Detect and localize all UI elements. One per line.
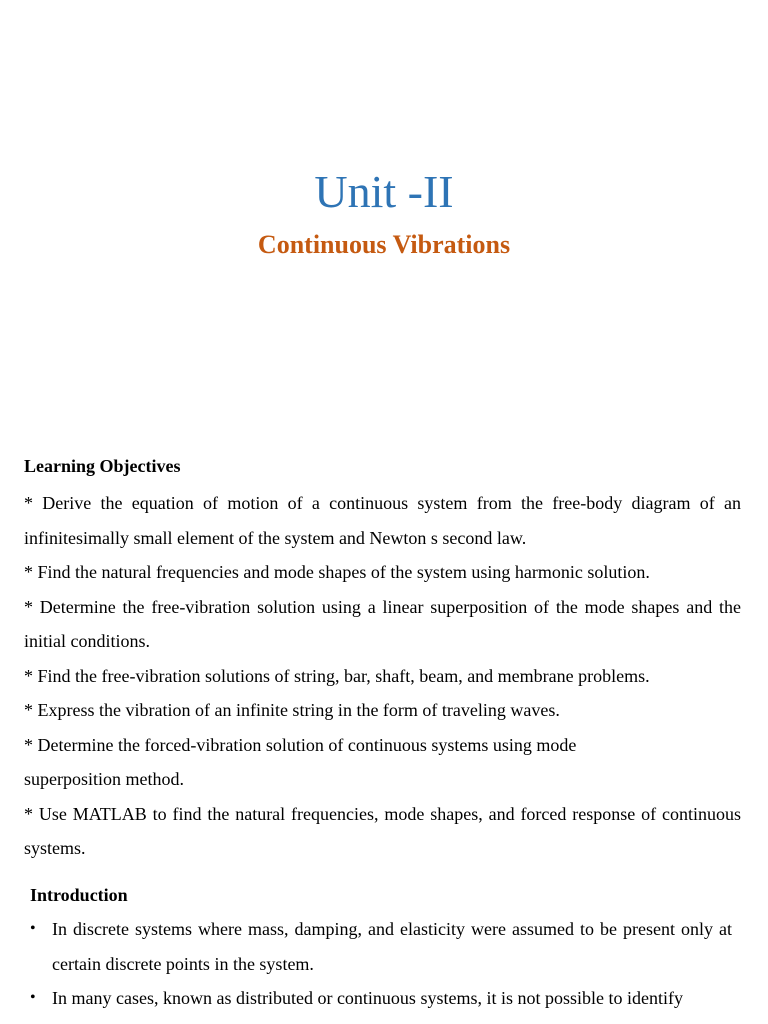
objective-item: * Determine the free-vibration solution using a linear superposition of the mode shapes and the initial conditions.	[24, 596, 741, 651]
list-item	[30, 981, 732, 1016]
unit-subtitle: Continuous Vibrations	[257, 230, 511, 259]
bullet-icon: •	[30, 920, 36, 937]
objective-item: * Determine the forced-vibration solution of continuous systems using mode superposition method.	[24, 734, 577, 789]
list-item	[30, 912, 732, 981]
learning-objectives-section	[24, 452, 741, 866]
objective-item: * Use MATLAB to find the natural frequencies, mode shapes, and forced response of continuous systems.	[24, 803, 741, 858]
introduction-heading: Introduction	[30, 885, 128, 905]
objective-item: * Derive the equation of motion of a continuous system from the free-body diagram of an infinitesimally small element of the system and Newton s second law.	[24, 493, 741, 548]
list-item-text: In discrete systems where mass, damping, and elasticity were assumed to be present only at certain discrete points in the system.	[52, 919, 732, 974]
unit-title: Unit -II	[314, 166, 454, 217]
introduction-list	[30, 912, 732, 1016]
learning-objectives-heading: Learning Objectives	[24, 456, 181, 476]
introduction-section	[30, 880, 732, 1016]
list-item-text: In many cases, known as distributed or continuous systems, it is not possible to identify	[52, 988, 683, 1008]
objective-item: * Express the vibration of an infinite string in the form of traveling waves.	[24, 700, 560, 720]
objective-item: * Find the free-vibration solutions of string, bar, shaft, beam, and membrane problems.	[24, 665, 650, 686]
objective-item: * Find the natural frequencies and mode shapes of the system using harmonic solution.	[24, 562, 650, 582]
bullet-icon: •	[30, 989, 36, 1006]
